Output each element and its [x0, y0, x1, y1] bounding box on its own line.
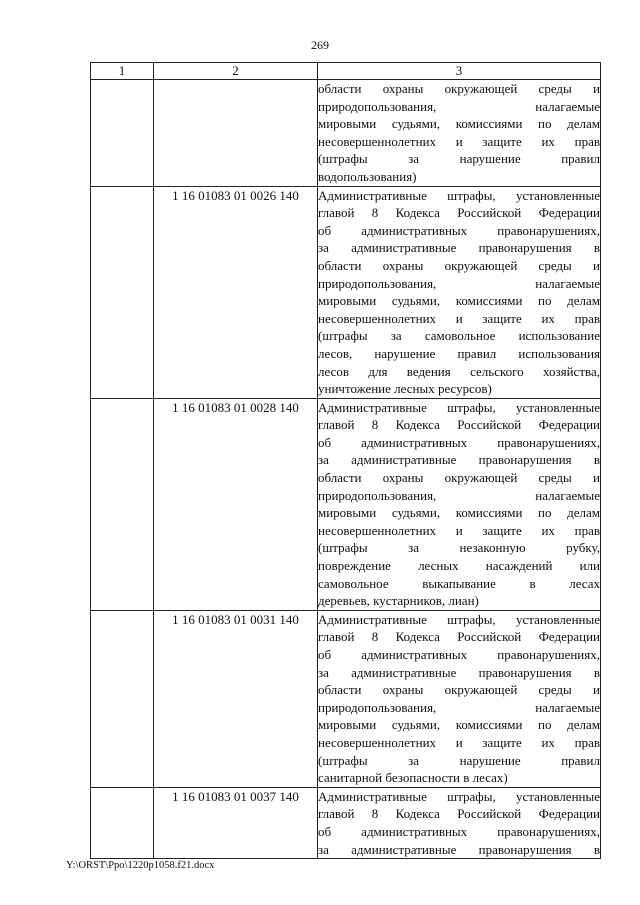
description-line: несовершеннолетних и защите их прав	[318, 734, 600, 750]
description-line: главой 8 Кодекса Российской Федерации	[318, 417, 600, 433]
table-row	[91, 80, 601, 187]
description-line: лесов, нарушение правил использования	[318, 345, 600, 361]
description-line: области охраны окружающей среды и	[318, 682, 600, 698]
description-line: Административные штрафы, установленные	[318, 788, 600, 804]
description-cell	[318, 186, 601, 398]
description-line: (штрафы за нарушение правил	[318, 752, 600, 768]
description-line: повреждение лесных насаждений или	[318, 558, 600, 574]
description-line: (штрафы за самовольное использование	[318, 328, 600, 344]
column-header-2: 2	[154, 63, 318, 80]
budget-code-cell: 1 16 01083 01 0037 140	[154, 787, 318, 858]
description-line: природопользования, налагаемые	[318, 98, 600, 114]
description-line: (штрафы за незаконную рубку,	[318, 540, 600, 556]
description-line: главой 8 Кодекса Российской Федерации	[318, 205, 600, 221]
row-number-cell	[91, 80, 154, 187]
row-number-cell	[91, 787, 154, 858]
description-cell	[318, 80, 601, 187]
table-row	[91, 398, 601, 610]
table-row	[91, 787, 601, 858]
description-cell	[318, 398, 601, 610]
description-line: несовершеннолетних и защите их прав	[318, 133, 600, 149]
description-cell	[318, 610, 601, 787]
description-line: природопользования, налагаемые	[318, 275, 600, 291]
budget-code-cell: 1 16 01083 01 0026 140	[154, 186, 318, 398]
page-number: 269	[311, 38, 329, 52]
budget-codes-table	[90, 62, 601, 859]
description-line: несовершеннолетних и защите их прав	[318, 310, 600, 326]
column-header-3: 3	[318, 63, 601, 80]
description-line: мировыми судьями, комиссиями по делам	[318, 116, 600, 132]
description-line: главой 8 Кодекса Российской Федерации	[318, 629, 600, 645]
description-line: уничтожение лесных ресурсов)	[318, 381, 492, 397]
description-line: за административные правонарушения в	[318, 452, 600, 468]
row-number-cell	[91, 186, 154, 398]
description-cell	[318, 787, 601, 858]
budget-code-cell: 1 16 01083 01 0031 140	[154, 610, 318, 787]
description-line: области охраны окружающей среды и	[318, 81, 600, 96]
table-header-row	[91, 63, 601, 80]
description-line: самовольное выкапывание в лесах	[318, 575, 600, 591]
description-line: мировыми судьями, комиссиями по делам	[318, 505, 600, 521]
table-row	[91, 610, 601, 787]
row-number-cell	[91, 398, 154, 610]
description-line: Административные штрафы, установленные	[318, 611, 600, 627]
description-line: мировыми судьями, комиссиями по делам	[318, 293, 600, 309]
description-line: области охраны окружающей среды и	[318, 257, 600, 273]
description-line: деревьев, кустарников, лиан)	[318, 593, 479, 609]
description-line: (штрафы за нарушение правил	[318, 151, 600, 167]
description-line: за административные правонарушения в	[318, 841, 600, 857]
description-line: об административных правонарушениях,	[318, 222, 600, 238]
description-line: несовершеннолетних и защите их прав	[318, 522, 600, 538]
budget-code-cell: 1 16 01083 01 0028 140	[154, 398, 318, 610]
description-line: об административных правонарушениях,	[318, 434, 600, 450]
description-line: об административных правонарушениях,	[318, 647, 600, 662]
file-path-footer: Y:\ORST\Ppo\1220p1058.f21.docx	[66, 860, 215, 871]
description-line: области охраны окружающей среды и	[318, 470, 600, 486]
description-line: природопользования, налагаемые	[318, 699, 600, 715]
description-line: водопользования)	[318, 168, 417, 184]
description-line: мировыми судьями, комиссиями по делам	[318, 717, 600, 733]
description-line: главой 8 Кодекса Российской Федерации	[318, 806, 600, 822]
description-line: природопользования, налагаемые	[318, 487, 600, 503]
description-line: санитарной безопасности в лесах)	[318, 770, 508, 786]
description-line: Административные штрафы, установленные	[318, 187, 600, 203]
description-line: об административных правонарушениях,	[318, 823, 600, 839]
table-row	[91, 186, 601, 398]
description-line: за административные правонарушения в	[318, 664, 600, 680]
row-number-cell	[91, 610, 154, 787]
description-line: Административные штрафы, установленные	[318, 399, 600, 415]
description-line: за административные правонарушения в	[318, 240, 600, 256]
budget-code-cell	[154, 80, 318, 187]
description-line: лесов для ведения сельского хозяйства,	[318, 363, 600, 379]
column-header-1: 1	[91, 63, 154, 80]
